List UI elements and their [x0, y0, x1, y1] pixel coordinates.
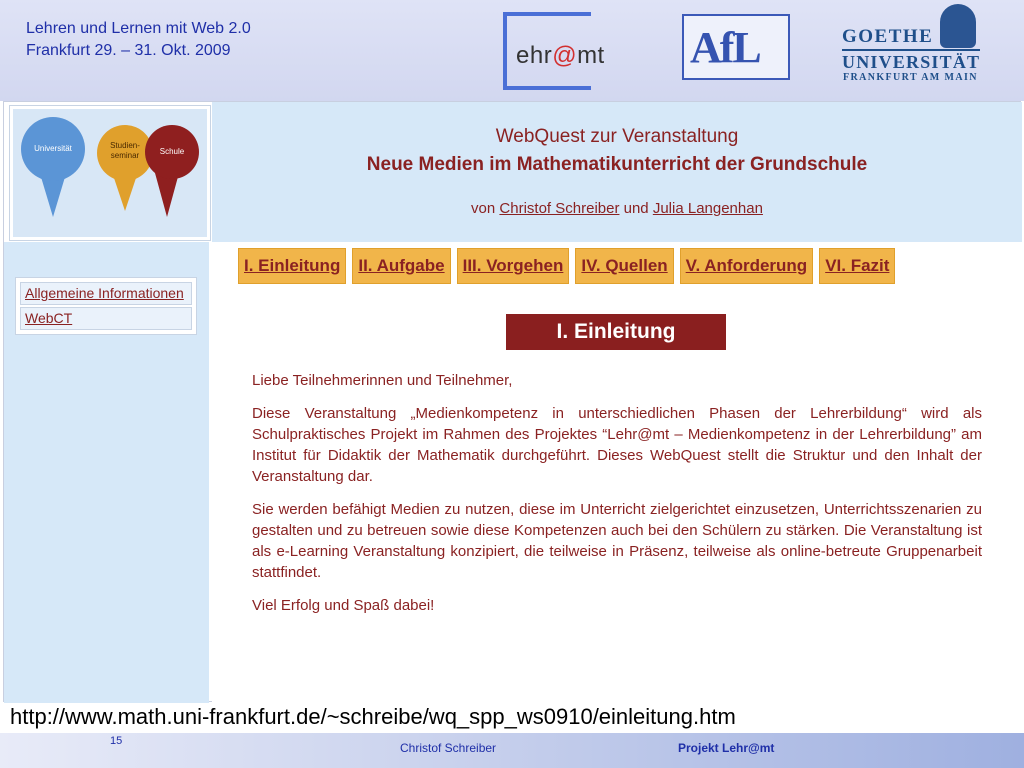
tab-quellen[interactable]: IV. Quellen	[575, 248, 673, 284]
webquest-sidebar	[4, 242, 209, 703]
webquest-main	[212, 242, 1022, 703]
lehrmt-logo	[500, 12, 630, 92]
sidebar-link-box	[16, 278, 196, 334]
institution-graphic	[10, 106, 210, 240]
byline-und: und	[623, 200, 649, 217]
lehrmt-logo-mt: mt	[577, 42, 605, 69]
content-paragraph: Diese Veranstaltung „Medienkompetenz in unterschiedlichen Phasen der Lehrerbildung“ wird als Schulpraktisches Projekt im Rahmen des Projektes “Lehr@mt – Medienkompetenz in der Lehrerbildung” am Institut für Didaktik der Mathematik durchgeführt. Dieses WebQuest stellt die Struktur und den Inhalt der Veranstaltung dar.	[252, 405, 982, 485]
slide-header	[0, 0, 1024, 101]
lehrmt-logo-ehr: ehr	[516, 42, 553, 69]
tab-fazit[interactable]: VI. Fazit	[819, 248, 895, 284]
afl-logo-text: AfL	[690, 23, 760, 72]
conference-title-line2: Frankfurt 29. – 31. Okt. 2009	[26, 42, 231, 59]
webquest-banner	[212, 102, 1022, 242]
section-content	[252, 370, 982, 628]
course-title: Neue Medien im Mathematikunterricht der Grundschule	[366, 154, 868, 175]
sidebar-link-allgemeine-informationen[interactable]: Allgemeine Informationen	[20, 282, 192, 305]
lehrmt-logo-at: @	[552, 42, 578, 69]
goethe-logo-line2: UNIVERSITÄT	[842, 49, 980, 73]
slide-footer	[0, 733, 1024, 768]
schule-arrow-icon	[155, 173, 179, 217]
webquest-title: WebQuest zur Veranstaltung	[495, 126, 739, 147]
conference-title	[26, 18, 251, 62]
conference-title-line1: Lehren und Lernen mit Web 2.0	[26, 20, 251, 37]
section-title: I. Einleitung	[506, 314, 726, 350]
goethe-logo-line1: GOETHE	[842, 26, 934, 47]
webquest-screenshot	[3, 101, 1021, 702]
tab-anforderung[interactable]: V. Anforderung	[680, 248, 814, 284]
afl-logo	[682, 14, 790, 80]
byline	[212, 200, 1022, 217]
universitaet-arrow-icon	[41, 177, 65, 217]
content-paragraph: Liebe Teilnehmerinnen und Teilnehmer,	[252, 372, 513, 389]
tab-aufgabe[interactable]: II. Aufgabe	[352, 248, 450, 284]
goethe-logo-line3: FRANKFURT AM MAIN	[843, 72, 978, 83]
bubble-universitaet: Universität	[21, 117, 85, 181]
sidebar-link-webct[interactable]: WebCT	[20, 307, 192, 330]
content-paragraph: Viel Erfolg und Spaß dabei!	[252, 597, 435, 614]
webquest-tabs	[238, 248, 895, 284]
footer-author: Christof Schreiber	[400, 741, 497, 755]
bubble-studienseminar: Studien-seminar	[97, 125, 153, 181]
tab-vorgehen[interactable]: III. Vorgehen	[457, 248, 570, 284]
source-url: http://www.math.uni-frankfurt.de/~schreibe/wq_spp_ws0910/einleitung.htm	[10, 704, 736, 729]
bubble-schule: Schule	[145, 125, 199, 179]
goethe-university-logo	[842, 4, 992, 86]
goethe-bust-icon	[940, 4, 976, 48]
content-paragraph: Sie werden befähigt Medien zu nutzen, diese im Unterricht zielgerichtet einzusetzen, Unterrichtsszenarien zu gestalten und zu betreuen sowie diese Kompetenzen auch bei den Schülern zu stärken. Die Veranstaltung ist als e-Learning Veranstaltung konzipiert, die teilweise in Präsenz, teilweise als online-betreute Gruppenarbeit stattfindet.	[252, 501, 982, 581]
slide-number: 15	[110, 735, 123, 747]
tab-einleitung[interactable]: I. Einleitung	[238, 248, 346, 284]
byline-von: von	[471, 200, 496, 217]
author-link-2[interactable]: Julia Langenhan	[652, 200, 763, 217]
author-link-1[interactable]: Christof Schreiber	[499, 200, 620, 217]
footer-project: Projekt Lehr@mt	[678, 741, 775, 755]
lehrmt-logo-text	[516, 42, 605, 70]
